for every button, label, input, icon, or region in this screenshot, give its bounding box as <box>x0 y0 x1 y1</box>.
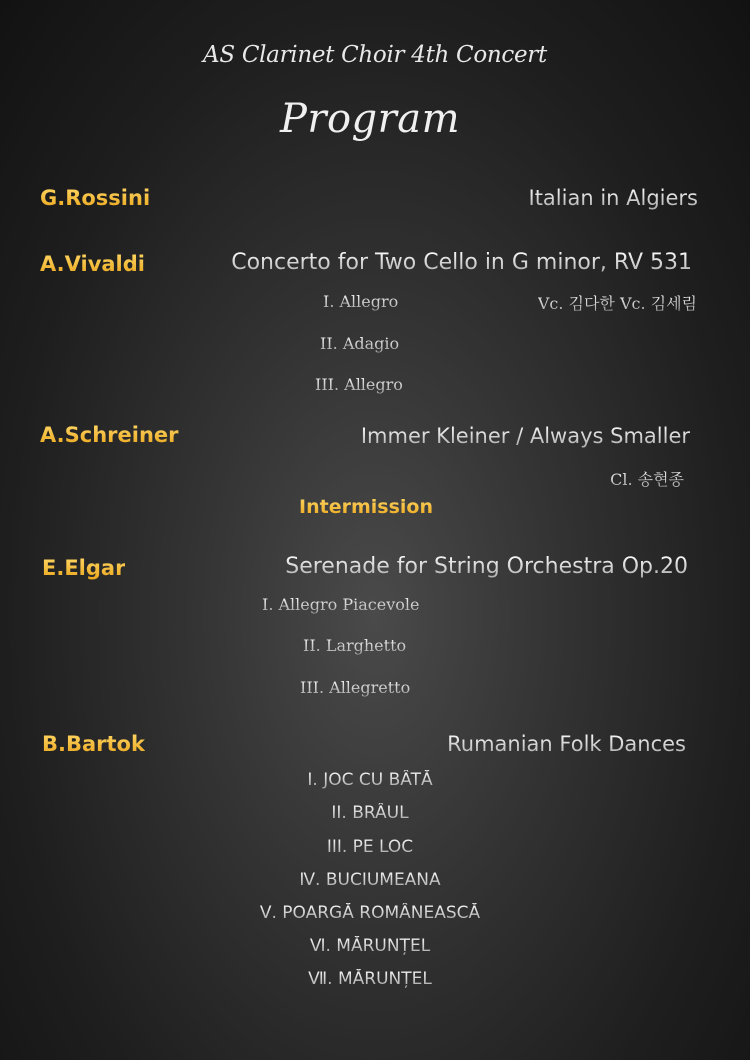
folk-dance-6: Ⅵ. MĂRUNȚEL <box>0 936 740 956</box>
composer-schreiner: A.Schreiner <box>40 423 179 447</box>
folk-dance-1: I. JOC CU BÂTĂ <box>0 770 740 790</box>
intermission-label: Intermission <box>0 496 732 518</box>
movement-vivaldi-2: II. Adagio <box>320 334 400 353</box>
concert-title: AS Clarinet Choir 4th Concert <box>203 42 547 68</box>
program-heading: Program <box>279 96 461 142</box>
work-bartok: Rumanian Folk Dances <box>447 732 686 756</box>
work-elgar: Serenade for String Orchestra Op.20 <box>285 554 688 579</box>
folk-dance-4: Ⅳ. BUCIUMEANA <box>0 870 740 890</box>
composer-vivaldi: A.Vivaldi <box>40 252 145 276</box>
composer-bartok: B.Bartok <box>42 732 145 756</box>
folk-dance-7: Ⅶ. MĂRUNȚEL <box>0 969 740 989</box>
folk-dance-3: III. PE LOC <box>0 837 740 857</box>
performer-schreiner: Cl. 송현종 <box>610 467 684 490</box>
folk-dance-5: Ⅴ. POARGĂ ROMÂNEASCĂ <box>0 903 740 923</box>
work-schreiner: Immer Kleiner / Always Smaller <box>360 424 690 448</box>
movement-elgar-1: I. Allegro Piacevole <box>262 595 420 614</box>
composer-elgar: E.Elgar <box>42 556 126 580</box>
performers-vivaldi: Vc. 김다한 Vc. 김세림 <box>538 291 697 314</box>
folk-dance-2: II. BRÂUL <box>0 803 740 823</box>
movement-vivaldi-3: III. Allegro <box>315 375 403 394</box>
work-vivaldi: Concerto for Two Cello in G minor, RV 531 <box>231 250 692 275</box>
movement-vivaldi-1: I. Allegro <box>323 292 399 311</box>
movement-elgar-3: III. Allegretto <box>300 678 411 697</box>
work-rossini: Italian in Algiers <box>528 186 698 210</box>
movement-elgar-2: II. Larghetto <box>303 636 407 655</box>
composer-rossini: G.Rossini <box>40 186 151 210</box>
